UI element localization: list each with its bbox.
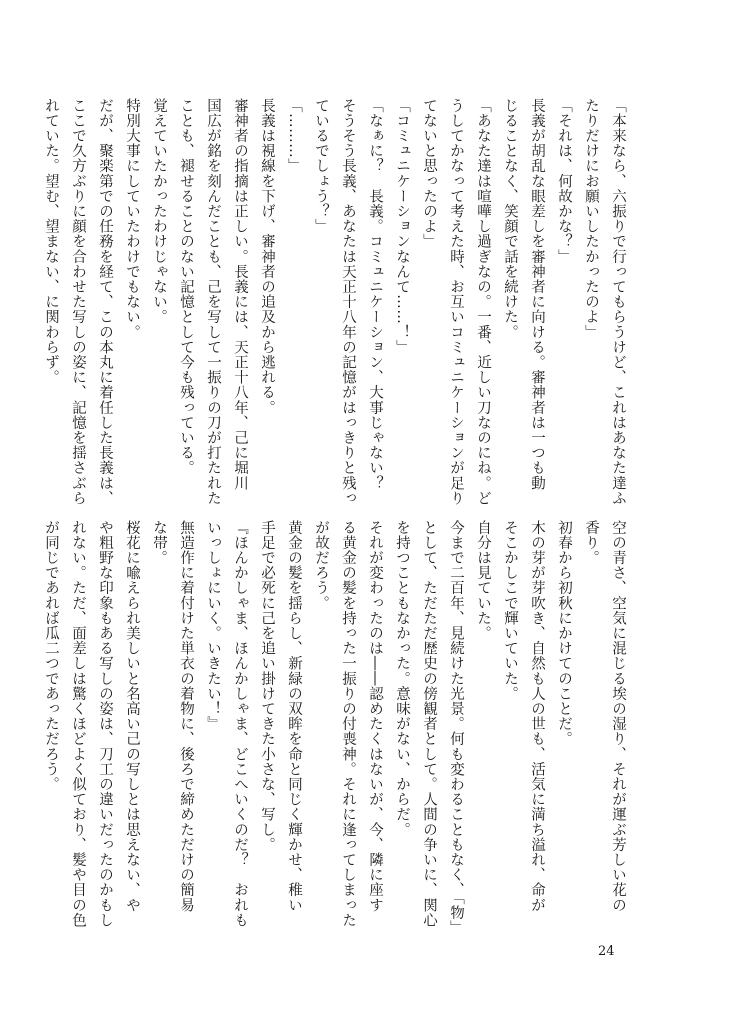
text-line: 自分は見ていた。 [475,520,491,641]
text-line: が同じであれば瓜二つであっただろう。 [43,520,59,792]
text-line: を持つこともなかった。意味がない、からだ。 [394,520,410,838]
text-line: れない。ただ、面差しは驚くほどよく似ており、髪や目の色 [70,520,86,928]
text-line: 審神者の指摘は正しい。長義には、天正十八年、己に堀川 [232,98,248,491]
text-line: 「コミュニケーションなんて……！」 [394,98,410,355]
text-line: 長義が胡乱な眼差しを審神者に向ける。審神者は一つも動 [529,98,545,491]
text-line: 「あなた達は喧嘩し過ぎなの。一番、近しい刀なのにね。ど [475,98,491,506]
text-line: 長義は視線を下げ、審神者の追及から逃れる。 [259,98,275,416]
text-line: 木の芽が芽吹き、自然も人の世も、活気に満ち溢れ、命が [529,520,545,913]
text-line: 桜花に喩えられ美しいと名高い己の写しとは思えない、や [124,520,140,913]
text-line: そこかしこで輝いていた。 [502,520,518,702]
text-line: や粗野な印象もある写しの姿は、刀工の違いだったのかもし [97,520,113,928]
text-line: 香り。 [583,520,599,566]
text-line: ているでしょう？」 [313,98,329,234]
text-line: それが変わったのは――認めたくはないが、今、隣に座す [367,520,383,913]
text-line: いっしょにいく。いきたい！』 [205,520,221,732]
text-line: 無造作に着付けた単衣の着物に、後ろで締めただけの簡易 [178,520,194,913]
text-line: 初春から初秋にかけてのことだ。 [556,520,572,747]
text-line: 覚えていたかったわけじゃない。 [151,98,167,325]
text-line: だが、聚楽第での任務を経て、この本丸に着任した長義は、 [97,98,113,506]
text-line: る黄金の髪を持った一振りの付喪神。それに逢ってしまった [340,520,356,928]
text-line: そうそう長義、あなたは天正十八年の記憶がはっきりと残っ [340,98,356,506]
text-line: 国広が銘を刻んだことも、己を写して一振りの刀が打たれた [205,98,221,506]
text-line: ここで久方ぶりに顔を合わせた写しの姿に、記憶を揺さぶら [70,98,86,506]
text-line: 『ほんかしゃま、ほんかしゃま、どこへいくのだ？ おれも [232,520,248,928]
text-line: 今まで二百年、見続けた光景。何も変わることもなく、「物」 [448,520,464,936]
text-line: てないと思ったのよ」 [421,98,437,249]
upper-text-block [43,98,631,506]
text-line: 手足で必死に己を追い掛けてきた小さな、写し。 [259,520,275,853]
text-line: な帯。 [151,520,167,566]
text-line: 「………」 [286,98,302,174]
text-line: として、ただただ歴史の傍観者として。人間の争いに、関心 [421,520,437,928]
lower-text-block [43,520,631,936]
text-line: 特別大事にしていたわけでもない。 [124,98,140,340]
text-line: 黄金の髪を揺らし、新緑の双眸を命と同じく輝かせ、稚い [286,520,302,913]
text-line: ことも、褪せることのない記憶として今も残っている。 [178,98,194,476]
text-line: 空の青さ、空気に混じる埃の湿り、それが運ぶ芳しい花の [610,520,626,913]
text-line: れていた。望む、望まない、に関わらず。 [43,98,59,385]
text-line: たりだけにお願いしたかったのよ」 [583,98,599,340]
text-line: 「本来なら、六振りで行ってもらうけど、これはあなた達ふ [610,98,626,506]
text-line: が故だろう。 [313,520,329,611]
text-line: じることなく、笑顔で話を続けた。 [502,98,518,340]
text-line: 「なぁに？ 長義。コミュニケーション、大事じゃない？ [367,98,383,491]
text-line: 「それは、何故かな？」 [556,98,572,265]
text-line: うしてかなって考えた時、お互いコミュニケーションが足り [448,98,464,506]
page-number: 24 [598,944,615,959]
